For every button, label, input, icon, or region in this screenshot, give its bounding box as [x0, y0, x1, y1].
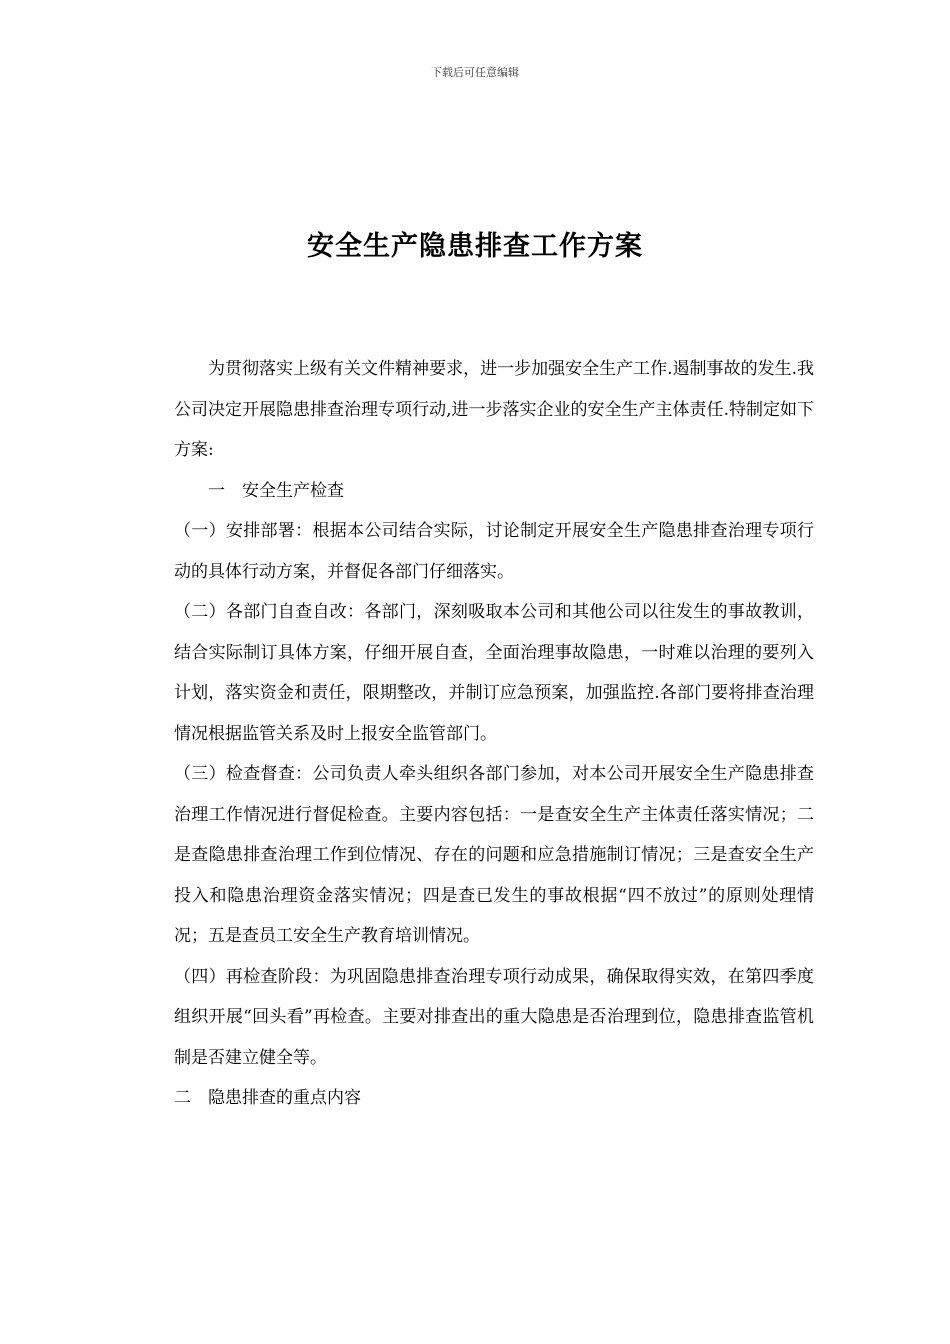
document-body	[174, 349, 814, 1119]
section-heading-2: 二 隐患排查的重点内容	[174, 1088, 361, 1108]
subsection-3-paragraph: （三）检查督查：公司负责人牵头组织各部门参加，对本公司开展安全生产隐患排查治理工作情况进行督促检查。主要内容包括：一是查安全生产主体责任落实情况；二是查隐患排查治理工作到位情况、存在的问题和应急措施制订情况；三是查安全生产投入和隐患治理资金落实情况；四是查已发生的事故根据“四不放过”的原则处理情况；五是查员工安全生产教育培训情况。	[174, 764, 814, 946]
subsection-1-paragraph: （一）安排部署：根据本公司结合实际，讨论制定开展安全生产隐患排查治理专项行动的具体行动方案，并督促各部门仔细落实。	[174, 521, 814, 582]
section-heading-1: 一 安全生产检查	[208, 480, 344, 501]
subsection-2-paragraph: （二）各部门自查自改：各部门，深刻吸取本公司和其他公司以往发生的事故教训，结合实际制订具体方案，仔细开展自查，全面治理事故隐患，一时难以治理的要列入计划，落实资金和责任，限期整改，并制订应急预案，加强监控.各部门要将排查治理情况根据监管关系及时上报安全监管部门。	[174, 602, 814, 744]
document-title: 安全生产隐患排查工作方案	[307, 231, 643, 262]
subsection-4-paragraph: （四）再检查阶段：为巩固隐患排查治理专项行动成果，确保取得实效，在第四季度组织开展“回头看”再检查。主要对排查出的重大隐患是否治理到位，隐患排查监管机制是否建立健全等。	[174, 966, 814, 1068]
header-note: 下载后可任意编辑	[431, 66, 519, 79]
intro-paragraph: 为贯彻落实上级有关文件精神要求，进一步加强安全生产工作.遏制事故的发生.我公司决定开展隐患排查治理专项行动,进一步落实企业的安全生产主体责任.特制定如下方案:	[174, 359, 814, 460]
